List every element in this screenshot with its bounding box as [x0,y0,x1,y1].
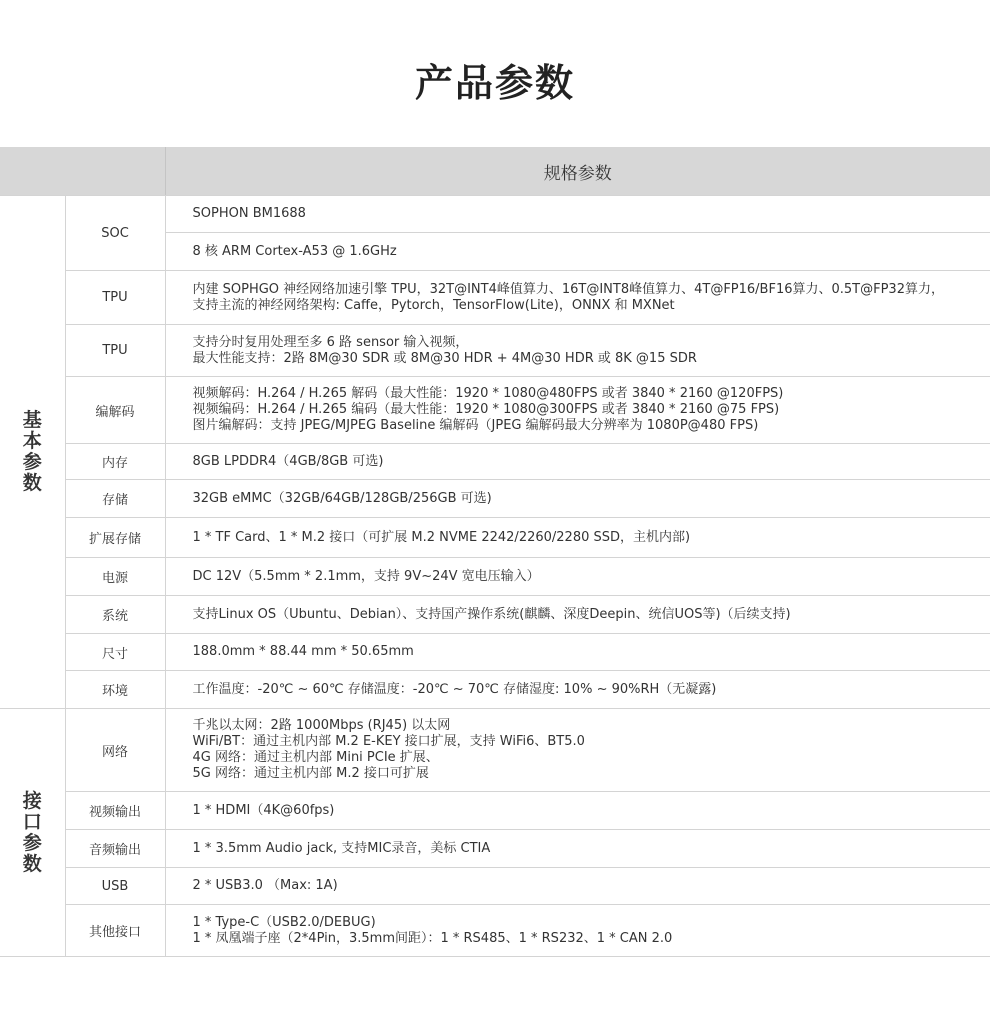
table-row [0,671,990,709]
table-row [0,830,990,868]
param-value-line: 图片编解码：支持 JPEG/MJPEG Baseline 编解码（JPEG 编解码最大分辨率为 1080P@480 FPS) [192,418,759,433]
table-header-row [0,147,990,196]
param-name: 其他接口 [65,905,165,957]
param-name: USB [65,868,165,905]
table-row [0,868,990,905]
group-label-text: 接口参数 [22,789,42,875]
param-value [165,671,990,709]
param-value [165,518,990,558]
table-header-title: 规格参数 [165,147,990,196]
param-value [165,325,990,377]
param-value-line: 1 * Type-C（USB2.0/DEBUG) [192,914,376,930]
param-name: TPU [65,271,165,325]
param-name: 电源 [65,558,165,596]
param-value-line: 最大性能支持：2路 8M@30 SDR 或 8M@30 HDR + 4M@30 HDR 或 8K @15 SDR [192,350,697,366]
param-value-line: 32GB eMMC（32GB/64GB/128GB/256GB 可选) [192,490,492,506]
param-value [165,596,990,634]
param-value-line: 8 核 ARM Cortex-A53 @ 1.6GHz [192,243,397,259]
param-name: 扩展存储 [65,518,165,558]
param-value-line: 支持主流的神经网络架构: Caffe，Pytorch，TensorFlow(Lite)，ONNX 和 MXNet [192,297,675,313]
param-name: 视频输出 [65,792,165,830]
param-name: 环境 [65,671,165,709]
param-value-line: WiFi/BT：通过主机内部 M.2 E-KEY 接口扩展，支持 WiFi6、BT5.0 [192,734,585,749]
param-name: 系统 [65,596,165,634]
param-name: 尺寸 [65,634,165,671]
table-row [0,377,990,444]
param-value-line: 188.0mm * 88.44 mm * 50.65mm [192,644,414,659]
param-value [165,792,990,830]
param-value [165,480,990,518]
param-name: TPU [65,325,165,377]
param-value [165,634,990,671]
param-value [165,905,990,957]
param-name: 网络 [65,709,165,792]
table-row [0,444,990,480]
param-value-line: 支持Linux OS（Ubuntu、Debian）、支持国产操作系统(麒麟、深度Deepin、统信UOS等)（后续支持) [192,606,791,622]
table-row [0,596,990,634]
param-value-line: 8GB LPDDR4（4GB/8GB 可选) [192,453,384,469]
param-value [165,558,990,596]
table-header-blank [0,147,165,196]
table-row [0,792,990,830]
param-value [165,709,990,792]
param-value [165,377,990,444]
param-value [165,444,990,480]
table-row [0,558,990,596]
param-value-line: 视频解码：H.264 / H.265 解码（最大性能：1920 * 1080@480FPS 或者 3840 * 2160 @120FPS) [192,386,784,401]
table-row [0,325,990,377]
param-name: 内存 [65,444,165,480]
param-value-line: 4G 网络：通过主机内部 Mini PCIe 扩展、 [192,750,439,765]
param-name: 编解码 [65,377,165,444]
param-value-line: 2 * USB3.0 （Max: 1A) [192,878,338,893]
param-value [165,233,990,271]
table-row [0,905,990,957]
table-row [0,271,990,325]
param-value [165,830,990,868]
param-name: 音频输出 [65,830,165,868]
table-row [0,196,990,233]
table-row [0,709,990,792]
param-name: 存储 [65,480,165,518]
param-value-line: 工作温度：-20℃ ~ 60℃ 存储温度：-20℃ ~ 70℃ 存储湿度: 10% ~ 90%RH（无凝露) [192,681,717,697]
param-name: SOC [65,196,165,271]
param-value-line: DC 12V（5.5mm * 2.1mm，支持 9V~24V 宽电压输入） [192,568,540,584]
group-label [0,196,65,709]
param-value-line: 1 * HDMI（4K@60fps) [192,802,335,818]
table-row [0,480,990,518]
table-row [0,518,990,558]
param-value-line: 1 * TF Card、1 * M.2 接口（可扩展 M.2 NVME 2242/2260/2280 SSD，主机内部) [192,529,691,545]
param-value-line: SOPHON BM1688 [192,206,306,221]
param-value [165,271,990,325]
param-value-line: 5G 网络：通过主机内部 M.2 接口可扩展 [192,766,429,781]
group-label-text: 基本参数 [22,409,42,494]
param-value [165,196,990,233]
param-value-line: 支持分时复用处理至多 6 路 sensor 输入视频， [192,334,469,350]
page-title: 产品参数 [414,61,575,105]
group-label [0,709,65,957]
table-row [0,634,990,671]
param-value-line: 千兆以太网：2路 1000Mbps (RJ45) 以太网 [192,718,451,733]
param-value-line: 视频编码：H.264 / H.265 编码（最大性能：1920 * 1080@300FPS 或者 3840 * 2160 @75 FPS) [192,402,780,417]
param-value [165,868,990,905]
param-value-line: 1 * 3.5mm Audio jack, 支持MIC录音，美标 CTIA [192,840,491,856]
param-value-line: 内建 SOPHGO 神经网络加速引擎 TPU，32T@INT4峰值算力、16T@INT8峰值算力、4T@FP16/BF16算力、0.5T@FP32算力， [192,281,944,297]
spec-table [0,147,990,957]
param-value-line: 1 * 凤凰端子座（2*4Pin，3.5mm间距）：1 * RS485、1 * RS232、1 * CAN 2.0 [192,930,673,946]
